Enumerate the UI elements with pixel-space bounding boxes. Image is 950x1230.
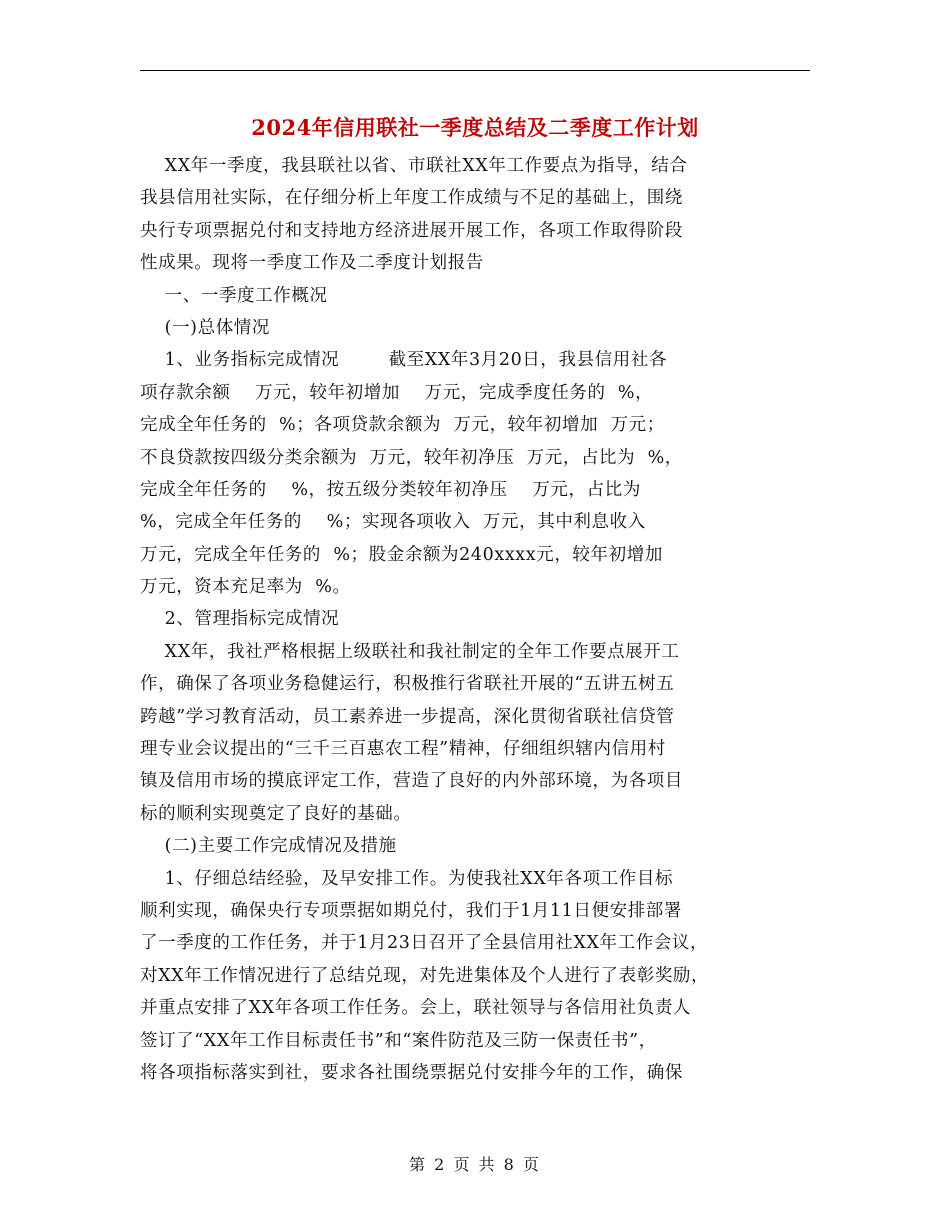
body-line: 性成果。现将一季度工作及二季度计划报告 <box>140 253 484 274</box>
body-line: 不良贷款按四级分类余额为 万元，较年初净压 万元，占比为 %， <box>140 447 683 468</box>
body-line: 理专业会议提出的“三千三百惠农工程”精神，仔细组织辖内信用村 <box>140 739 666 760</box>
body-line: 跨越”学习教育活动，员工素养进一步提高，深化贯彻省联社信贷管 <box>140 706 675 727</box>
body-line: 央行专项票据兑付和支持地方经济进展开展工作，各项工作取得阶段 <box>140 220 683 241</box>
body-line: 项存款余额 万元，较年初增加 万元，完成季度任务的 %， <box>140 382 654 403</box>
header-rule <box>140 70 810 71</box>
page-number: 第 2 页 共 8 页 <box>409 1155 541 1174</box>
body-line: 将各项指标落实到社，要求各社围绕票据兑付安排今年的工作，确保 <box>140 1062 683 1083</box>
subsection-heading: (二)主要工作完成情况及措施 <box>140 836 397 857</box>
body-line: 签订了“XX年工作目标责任书”和“案件防范及三防一保责任书”， <box>140 1030 657 1051</box>
body-line: 完成全年任务的 %，按五级分类较年初净压 万元，占比为 <box>140 479 641 500</box>
body-line: 作，确保了各项业务稳健运行，积极推行省联社开展的“五讲五树五 <box>140 674 675 695</box>
body-line: 万元，资本充足率为 %。 <box>140 577 351 598</box>
body-line: 完成全年任务的 %；各项贷款余额为 万元，较年初增加 万元； <box>140 415 665 436</box>
body-line: XX年一季度，我县联社以省、市联社XX年工作要点为指导，结合 <box>140 156 688 176</box>
body-line: 镇及信用市场的摸底评定工作，营造了良好的内外部环境，为各项目 <box>140 771 683 792</box>
body-line: XX年，我社严格根据上级联社和我社制定的全年工作要点展开工 <box>140 641 680 662</box>
body-line: 了一季度的工作任务，并于1月23日召开了全县信用社XX年工作会议， <box>140 933 709 954</box>
body-line: %，完成全年任务的 %；实现各项收入 万元，其中利息收入 <box>140 512 646 533</box>
document-title: 2024年信用联社一季度总结及二季度工作计划 <box>251 115 699 140</box>
body-line: 顺利实现，确保央行专项票据如期兑付，我们于1月11日便安排部署 <box>140 900 682 921</box>
body-line: 标的顺利实现奠定了良好的基础。 <box>140 803 412 824</box>
body-line: 万元，完成全年任务的 %；股金余额为240xxxx元，较年初增加 <box>140 544 663 565</box>
body-line: 1、仔细总结经验，及早安排工作。为使我社XX年各项工作目标 <box>140 868 674 889</box>
body-line: 并重点安排了XX年各项工作任务。会上，联社领导与各信用社负责人 <box>140 998 692 1019</box>
subsection-heading: 2、管理指标完成情况 <box>140 609 340 630</box>
body-line: 我县信用社实际，在仔细分析上年度工作成绩与不足的基础上，围绕 <box>140 188 683 209</box>
body-line: 对XX年工作情况进行了总结兑现，对先进集体及个人进行了表彰奖励， <box>140 965 710 986</box>
subsection-heading: (一)总体情况 <box>140 317 271 338</box>
document-body <box>140 150 820 1089</box>
section-heading: 一、一季度工作概况 <box>140 285 328 306</box>
body-line: 1、业务指标完成情况 截至XX年3月20日，我县信用社各 <box>140 350 668 371</box>
